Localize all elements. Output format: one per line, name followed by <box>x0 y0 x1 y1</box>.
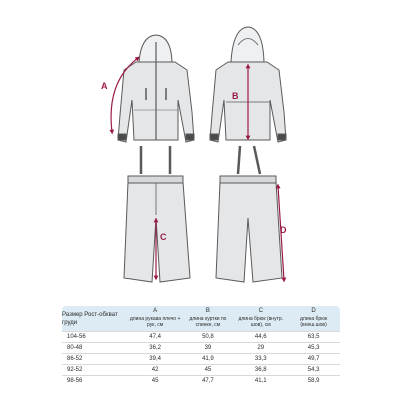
column-title-a: длина рукава плечо + рук, см <box>129 315 182 332</box>
column-title-d: длина брюк (внеш.шов) <box>287 315 340 332</box>
value-cell-a: 36,2 <box>129 343 182 354</box>
size-cell: 92-52 <box>62 365 129 376</box>
value-cell-b: 47,7 <box>182 376 235 387</box>
jacket-front-drawing <box>118 35 194 142</box>
value-cell-d: 63,5 <box>287 332 340 343</box>
size-cell: 86-52 <box>62 354 129 365</box>
column-title-c: длина брюк (внутр. шов), см <box>234 315 287 332</box>
measure-label-d: D <box>280 225 287 235</box>
value-cell-c: 36,8 <box>234 365 287 376</box>
table-row <box>62 365 340 376</box>
column-letter-a: A <box>129 306 182 315</box>
value-cell-b: 41,9 <box>182 354 235 365</box>
value-cell-a: 42 <box>129 365 182 376</box>
column-title-b: длина куртки по спинке, см <box>182 315 235 332</box>
pants-front-drawing <box>124 146 190 282</box>
table-row <box>62 343 340 354</box>
size-cell: 98-56 <box>62 376 129 387</box>
value-cell-b: 50,8 <box>182 332 235 343</box>
value-cell-b: 39 <box>182 343 235 354</box>
measure-label-b: B <box>232 91 239 101</box>
value-cell-d: 54,3 <box>287 365 340 376</box>
value-cell-c: 44,6 <box>234 332 287 343</box>
value-cell-c: 33,3 <box>234 354 287 365</box>
size-cell: 104-56 <box>62 332 129 343</box>
value-cell-a: 39,4 <box>129 354 182 365</box>
table-letter-row <box>62 306 340 315</box>
table-row <box>62 354 340 365</box>
measure-label-c: C <box>160 232 167 242</box>
column-letter-c: C <box>234 306 287 315</box>
pants-back-drawing <box>216 146 282 282</box>
column-letter-d: D <box>287 306 340 315</box>
value-cell-d: 58,9 <box>287 376 340 387</box>
value-cell-b: 45 <box>182 365 235 376</box>
size-table <box>62 306 340 386</box>
value-cell-d: 49,7 <box>287 354 340 365</box>
value-cell-c: 41,1 <box>234 376 287 387</box>
value-cell-a: 47,4 <box>129 332 182 343</box>
value-cell-a: 45 <box>129 376 182 387</box>
table-row <box>62 332 340 343</box>
size-table-container <box>62 306 340 386</box>
size-column-header: Размер Рост-обхват груди <box>62 306 129 332</box>
size-cell: 80-48 <box>62 343 129 354</box>
measure-label-a: A <box>101 81 108 91</box>
table-row <box>62 376 340 387</box>
column-letter-b: B <box>182 306 235 315</box>
value-cell-d: 45,3 <box>287 343 340 354</box>
value-cell-c: 29 <box>234 343 287 354</box>
